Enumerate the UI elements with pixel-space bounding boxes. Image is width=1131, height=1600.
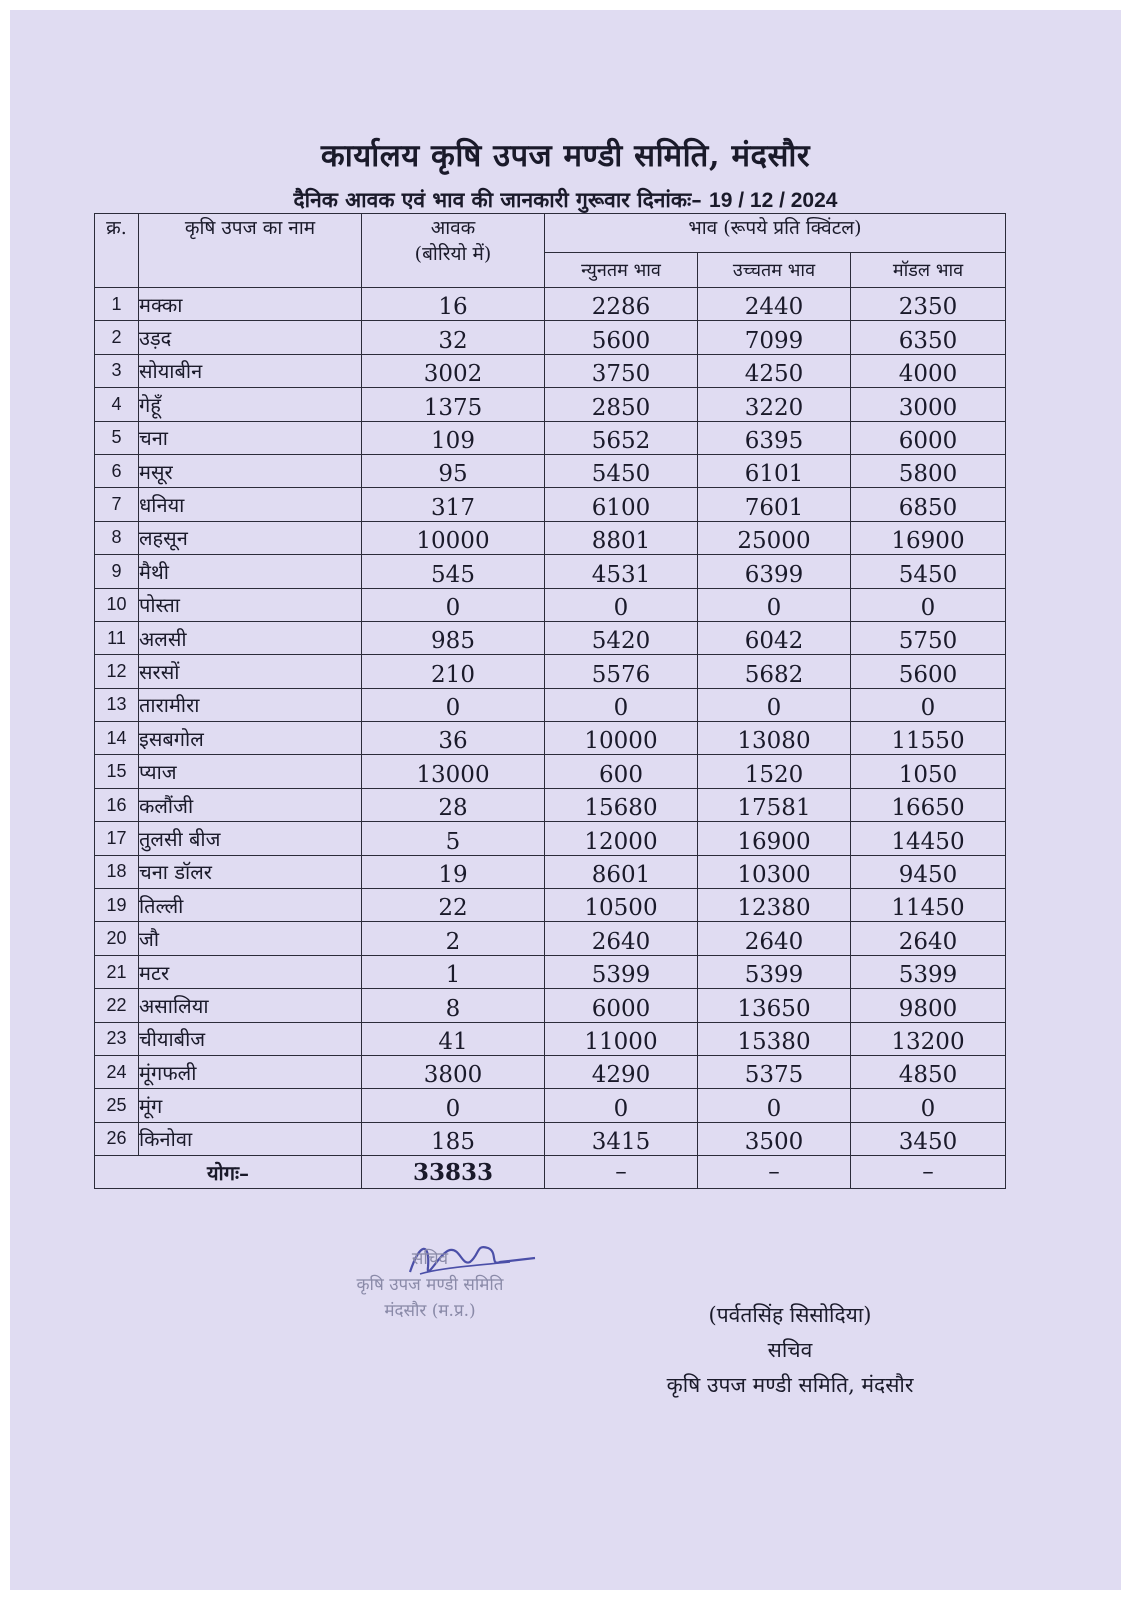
row-arrival: 1375 bbox=[362, 388, 545, 421]
row-min-price: 5576 bbox=[545, 655, 698, 688]
header-crop-name: कृषि उपज का नाम bbox=[139, 214, 362, 288]
row-min-price: 5420 bbox=[545, 621, 698, 654]
table-row bbox=[95, 955, 1006, 988]
row-max-price: 2440 bbox=[698, 288, 851, 321]
row-serial: 23 bbox=[95, 1022, 139, 1055]
row-arrival: 0 bbox=[362, 1089, 545, 1122]
row-arrival: 109 bbox=[362, 421, 545, 454]
row-arrival: 32 bbox=[362, 321, 545, 354]
table-row bbox=[95, 889, 1006, 922]
row-min-price: 12000 bbox=[545, 822, 698, 855]
row-serial: 17 bbox=[95, 822, 139, 855]
row-min-price: 5399 bbox=[545, 955, 698, 988]
table-row bbox=[95, 288, 1006, 321]
row-modal-price: 5450 bbox=[851, 555, 1006, 588]
row-serial: 25 bbox=[95, 1089, 139, 1122]
row-arrival: 210 bbox=[362, 655, 545, 688]
row-modal-price: 5600 bbox=[851, 655, 1006, 688]
header-arrival-unit: (बोरियो में) bbox=[414, 243, 492, 265]
row-crop-name: चना bbox=[139, 421, 362, 454]
row-max-price: 13080 bbox=[698, 722, 851, 755]
row-max-price: 0 bbox=[698, 588, 851, 621]
row-serial: 22 bbox=[95, 989, 139, 1022]
signatory-name: (पर्वतसिंह सिसोदिया) bbox=[708, 1303, 872, 1327]
row-min-price: 4531 bbox=[545, 555, 698, 588]
rates-table bbox=[94, 213, 1006, 1189]
table-row bbox=[95, 454, 1006, 487]
row-serial: 1 bbox=[95, 288, 139, 321]
row-arrival: 19 bbox=[362, 855, 545, 888]
table-row bbox=[95, 755, 1006, 788]
row-serial: 14 bbox=[95, 722, 139, 755]
row-crop-name: असालिया bbox=[139, 989, 362, 1022]
total-max: – bbox=[698, 1156, 851, 1189]
row-crop-name: मैथी bbox=[139, 555, 362, 588]
header-arrival-label: आवक bbox=[430, 217, 476, 239]
total-row bbox=[95, 1156, 1006, 1189]
row-modal-price: 0 bbox=[851, 588, 1006, 621]
row-max-price: 6101 bbox=[698, 454, 851, 487]
table-row bbox=[95, 922, 1006, 955]
row-crop-name: मटर bbox=[139, 955, 362, 988]
row-arrival: 1 bbox=[362, 955, 545, 988]
row-arrival: 545 bbox=[362, 555, 545, 588]
table-row bbox=[95, 555, 1006, 588]
row-arrival: 3002 bbox=[362, 354, 545, 387]
row-modal-price: 16900 bbox=[851, 521, 1006, 554]
row-crop-name: मसूर bbox=[139, 454, 362, 487]
row-min-price: 8601 bbox=[545, 855, 698, 888]
row-modal-price: 16650 bbox=[851, 788, 1006, 821]
row-crop-name: चीयाबीज bbox=[139, 1022, 362, 1055]
row-max-price: 17581 bbox=[698, 788, 851, 821]
rates-table-body bbox=[95, 288, 1006, 1156]
row-arrival: 3800 bbox=[362, 1055, 545, 1088]
row-serial: 26 bbox=[95, 1122, 139, 1155]
row-modal-price: 3000 bbox=[851, 388, 1006, 421]
row-max-price: 3500 bbox=[698, 1122, 851, 1155]
row-crop-name: कलौंजी bbox=[139, 788, 362, 821]
row-max-price: 10300 bbox=[698, 855, 851, 888]
row-modal-price: 6000 bbox=[851, 421, 1006, 454]
row-max-price: 15380 bbox=[698, 1022, 851, 1055]
row-max-price: 5399 bbox=[698, 955, 851, 988]
row-serial: 15 bbox=[95, 755, 139, 788]
row-min-price: 15680 bbox=[545, 788, 698, 821]
row-serial: 19 bbox=[95, 889, 139, 922]
row-serial: 24 bbox=[95, 1055, 139, 1088]
report-date: 19 / 12 / 2024 bbox=[709, 189, 838, 212]
header-arrival bbox=[362, 214, 545, 288]
table-row bbox=[95, 354, 1006, 387]
row-max-price: 7099 bbox=[698, 321, 851, 354]
row-crop-name: मूंग bbox=[139, 1089, 362, 1122]
total-min: – bbox=[545, 1156, 698, 1189]
row-modal-price: 9800 bbox=[851, 989, 1006, 1022]
row-arrival: 985 bbox=[362, 621, 545, 654]
row-max-price: 0 bbox=[698, 688, 851, 721]
row-min-price: 5652 bbox=[545, 421, 698, 454]
row-arrival: 36 bbox=[362, 722, 545, 755]
row-serial: 4 bbox=[95, 388, 139, 421]
total-arrival: 33833 bbox=[362, 1156, 545, 1189]
page-subtitle bbox=[10, 186, 1121, 214]
row-arrival: 13000 bbox=[362, 755, 545, 788]
row-min-price: 600 bbox=[545, 755, 698, 788]
row-crop-name: गेहूँ bbox=[139, 388, 362, 421]
row-arrival: 8 bbox=[362, 989, 545, 1022]
row-crop-name: किनोवा bbox=[139, 1122, 362, 1155]
row-min-price: 6100 bbox=[545, 488, 698, 521]
row-modal-price: 9450 bbox=[851, 855, 1006, 888]
header-min-price: न्युनतम भाव bbox=[545, 253, 698, 288]
total-modal: – bbox=[851, 1156, 1006, 1189]
row-crop-name: तुलसी बीज bbox=[139, 822, 362, 855]
row-max-price: 6399 bbox=[698, 555, 851, 588]
row-crop-name: इसबगोल bbox=[139, 722, 362, 755]
stamp-line-2: कृषि उपज मण्डी समिति bbox=[356, 1275, 504, 1295]
row-serial: 2 bbox=[95, 321, 139, 354]
row-serial: 20 bbox=[95, 922, 139, 955]
row-arrival: 16 bbox=[362, 288, 545, 321]
row-crop-name: सोयाबीन bbox=[139, 354, 362, 387]
table-row bbox=[95, 388, 1006, 421]
page-title: कार्यालय कृषि उपज मण्डी समिति, मंदसौर bbox=[320, 138, 811, 174]
signatory-designation: सचिव bbox=[767, 1338, 813, 1362]
row-min-price: 8801 bbox=[545, 521, 698, 554]
row-max-price: 16900 bbox=[698, 822, 851, 855]
row-modal-price: 5800 bbox=[851, 454, 1006, 487]
row-arrival: 0 bbox=[362, 688, 545, 721]
row-modal-price: 4850 bbox=[851, 1055, 1006, 1088]
row-modal-price: 2350 bbox=[851, 288, 1006, 321]
row-crop-name: जौ bbox=[139, 922, 362, 955]
row-crop-name: लहसून bbox=[139, 521, 362, 554]
header-max-price: उच्चतम भाव bbox=[698, 253, 851, 288]
table-row bbox=[95, 321, 1006, 354]
row-min-price: 2286 bbox=[545, 288, 698, 321]
signatory-office: कृषि उपज मण्डी समिति, मंदसौर bbox=[666, 1373, 914, 1397]
row-serial: 11 bbox=[95, 621, 139, 654]
table-row bbox=[95, 1022, 1006, 1055]
row-modal-price: 13200 bbox=[851, 1022, 1006, 1055]
row-min-price: 0 bbox=[545, 688, 698, 721]
row-arrival: 185 bbox=[362, 1122, 545, 1155]
row-arrival: 0 bbox=[362, 588, 545, 621]
row-max-price: 5682 bbox=[698, 655, 851, 688]
row-modal-price: 3450 bbox=[851, 1122, 1006, 1155]
row-serial: 5 bbox=[95, 421, 139, 454]
table-row bbox=[95, 588, 1006, 621]
row-max-price: 25000 bbox=[698, 521, 851, 554]
row-crop-name: सरसों bbox=[139, 655, 362, 688]
row-serial: 21 bbox=[95, 955, 139, 988]
subtitle-text: दैनिक आवक एवं भाव की जानकारी गुरूवार दिनांकः– bbox=[293, 187, 702, 212]
row-serial: 6 bbox=[95, 454, 139, 487]
row-serial: 7 bbox=[95, 488, 139, 521]
row-modal-price: 2640 bbox=[851, 922, 1006, 955]
row-arrival: 10000 bbox=[362, 521, 545, 554]
row-arrival: 41 bbox=[362, 1022, 545, 1055]
row-max-price: 7601 bbox=[698, 488, 851, 521]
row-arrival: 28 bbox=[362, 788, 545, 821]
row-min-price: 3415 bbox=[545, 1122, 698, 1155]
row-modal-price: 5399 bbox=[851, 955, 1006, 988]
table-row bbox=[95, 1089, 1006, 1122]
row-crop-name: मूंगफली bbox=[139, 1055, 362, 1088]
row-arrival: 5 bbox=[362, 822, 545, 855]
header-serial: क्र. bbox=[95, 214, 139, 288]
table-row bbox=[95, 421, 1006, 454]
row-crop-name: अलसी bbox=[139, 621, 362, 654]
row-min-price: 4290 bbox=[545, 1055, 698, 1088]
row-serial: 3 bbox=[95, 354, 139, 387]
row-modal-price: 5750 bbox=[851, 621, 1006, 654]
row-serial: 18 bbox=[95, 855, 139, 888]
row-min-price: 11000 bbox=[545, 1022, 698, 1055]
row-arrival: 95 bbox=[362, 454, 545, 487]
table-row bbox=[95, 1122, 1006, 1155]
table-row bbox=[95, 855, 1006, 888]
row-arrival: 2 bbox=[362, 922, 545, 955]
row-crop-name: तिल्ली bbox=[139, 889, 362, 922]
row-crop-name: धनिया bbox=[139, 488, 362, 521]
row-modal-price: 0 bbox=[851, 1089, 1006, 1122]
row-modal-price: 11550 bbox=[851, 722, 1006, 755]
table-row bbox=[95, 655, 1006, 688]
stamp-line-1: सचिव bbox=[411, 1249, 449, 1269]
stamp-line-3: मंदसौर (म.प्र.) bbox=[384, 1301, 476, 1321]
row-modal-price: 0 bbox=[851, 688, 1006, 721]
row-min-price: 0 bbox=[545, 1089, 698, 1122]
total-label: योगः– bbox=[95, 1156, 362, 1189]
row-serial: 10 bbox=[95, 588, 139, 621]
row-max-price: 1520 bbox=[698, 755, 851, 788]
row-modal-price: 1050 bbox=[851, 755, 1006, 788]
row-max-price: 6395 bbox=[698, 421, 851, 454]
row-min-price: 10000 bbox=[545, 722, 698, 755]
row-max-price: 4250 bbox=[698, 354, 851, 387]
row-min-price: 0 bbox=[545, 588, 698, 621]
table-row bbox=[95, 1055, 1006, 1088]
signatory-block bbox=[630, 1298, 950, 1403]
row-max-price: 0 bbox=[698, 1089, 851, 1122]
row-crop-name: मक्का bbox=[139, 288, 362, 321]
row-modal-price: 4000 bbox=[851, 354, 1006, 387]
row-max-price: 5375 bbox=[698, 1055, 851, 1088]
row-max-price: 13650 bbox=[698, 989, 851, 1022]
row-min-price: 2850 bbox=[545, 388, 698, 421]
row-crop-name: उड़द bbox=[139, 321, 362, 354]
table-row bbox=[95, 822, 1006, 855]
row-crop-name: प्याज bbox=[139, 755, 362, 788]
header-modal-price: मॉडल भाव bbox=[851, 253, 1006, 288]
row-min-price: 6000 bbox=[545, 989, 698, 1022]
row-crop-name: चना डॉलर bbox=[139, 855, 362, 888]
table-row bbox=[95, 521, 1006, 554]
row-min-price: 10500 bbox=[545, 889, 698, 922]
row-max-price: 12380 bbox=[698, 889, 851, 922]
row-crop-name: तारामीरा bbox=[139, 688, 362, 721]
table-row bbox=[95, 788, 1006, 821]
row-crop-name: पोस्ता bbox=[139, 588, 362, 621]
row-max-price: 2640 bbox=[698, 922, 851, 955]
header-price-group: भाव (रूपये प्रति क्विंटल) bbox=[545, 214, 1006, 253]
row-modal-price: 11450 bbox=[851, 889, 1006, 922]
row-modal-price: 14450 bbox=[851, 822, 1006, 855]
row-max-price: 6042 bbox=[698, 621, 851, 654]
row-serial: 13 bbox=[95, 688, 139, 721]
table-row bbox=[95, 722, 1006, 755]
table-row bbox=[95, 989, 1006, 1022]
office-stamp bbox=[330, 1246, 530, 1324]
row-serial: 12 bbox=[95, 655, 139, 688]
table-row bbox=[95, 488, 1006, 521]
row-min-price: 3750 bbox=[545, 354, 698, 387]
row-modal-price: 6850 bbox=[851, 488, 1006, 521]
table-row bbox=[95, 621, 1006, 654]
row-min-price: 5450 bbox=[545, 454, 698, 487]
row-arrival: 317 bbox=[362, 488, 545, 521]
row-serial: 9 bbox=[95, 555, 139, 588]
row-min-price: 5600 bbox=[545, 321, 698, 354]
row-serial: 8 bbox=[95, 521, 139, 554]
row-max-price: 3220 bbox=[698, 388, 851, 421]
row-arrival: 22 bbox=[362, 889, 545, 922]
row-min-price: 2640 bbox=[545, 922, 698, 955]
row-serial: 16 bbox=[95, 788, 139, 821]
table-row bbox=[95, 688, 1006, 721]
row-modal-price: 6350 bbox=[851, 321, 1006, 354]
